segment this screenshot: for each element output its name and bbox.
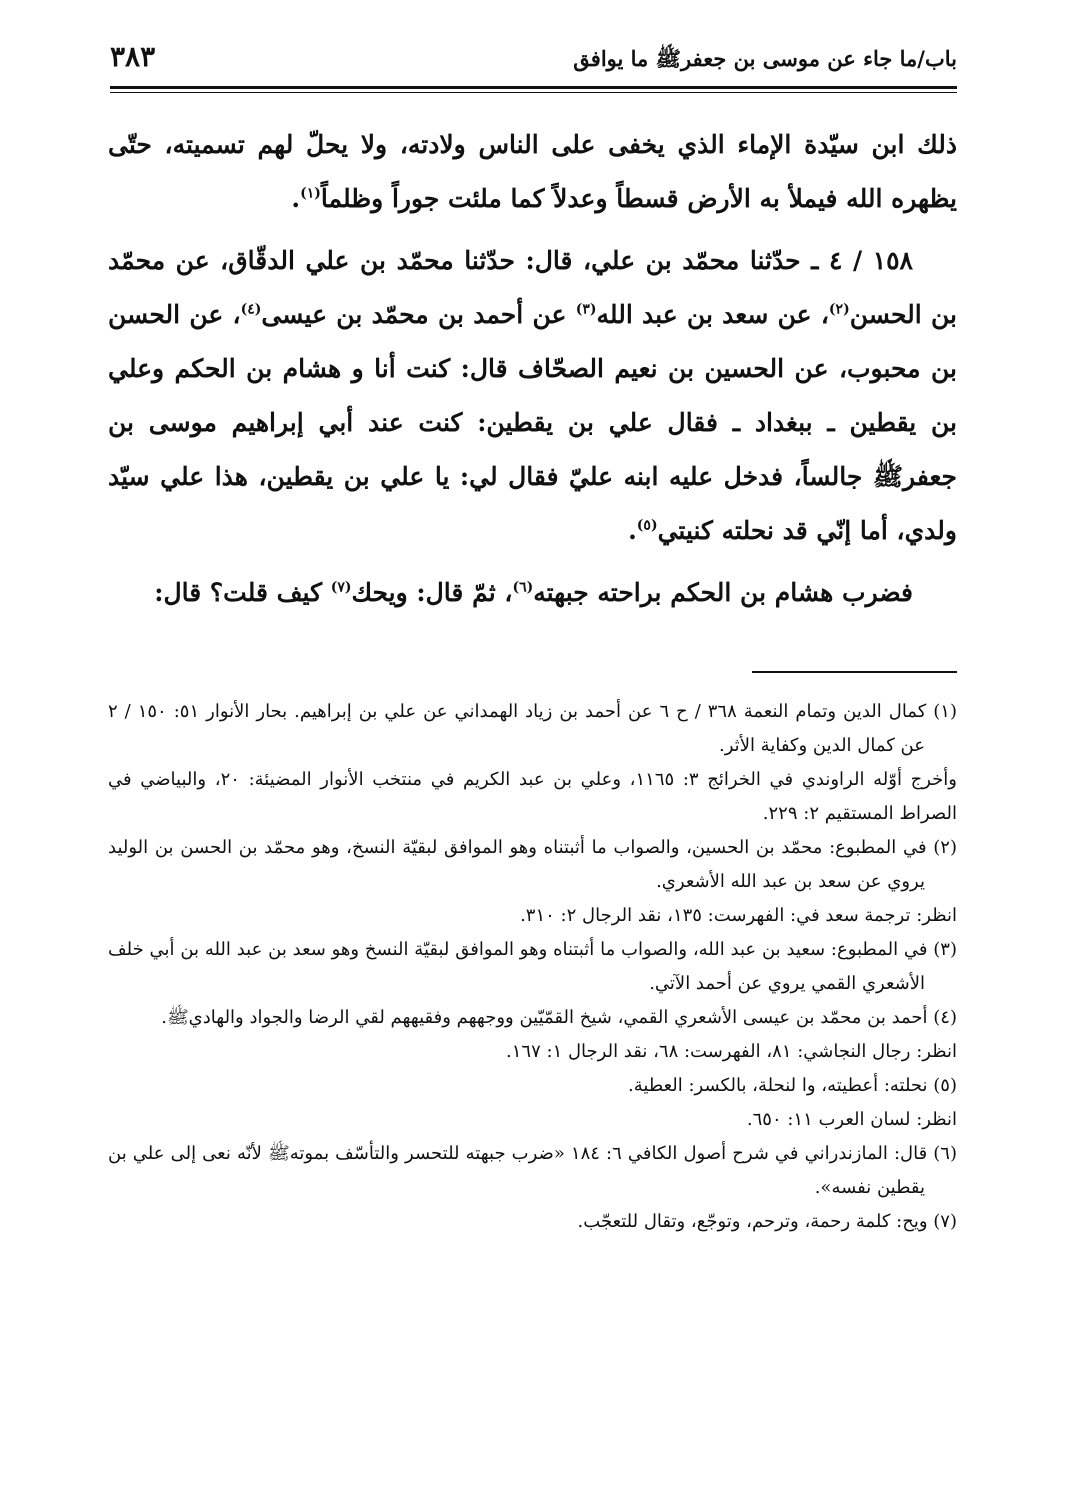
footnote-separator [752, 671, 957, 673]
footnote-6: (٦) قال: المازندراني في شرح أصول الكافي ٦: ١٨٤ «ضرب جبهته للتحسر والتأسّف بموتهﷺ لأنّه نعى إلى علي بن يقطين نفسه». [108, 1143, 957, 1198]
footnote-ref-3[interactable]: (٣) [575, 301, 597, 318]
paragraph-1-end: . [291, 184, 301, 213]
page-number: ٣٨٣ [110, 40, 156, 73]
footnotes [108, 695, 957, 1239]
footnote-4: (٤) أحمد بن محمّد بن عيسى الأشعري القمي، شيخ القمّيّين ووجههم وفقيههم لقي الرضا والجواد والهاديﷺ. [161, 1007, 957, 1028]
main-text [108, 118, 957, 628]
footnote-5-note: انظر: لسان العرب ١١: ٦٥٠. [746, 1109, 957, 1130]
paragraph-2-end: . [628, 516, 637, 545]
header-rule-thick [110, 86, 957, 89]
footnote-2-note: انظر: ترجمة سعد في: الفهرست: ١٣٥، نقد الرجال ٢: ٣١٠. [520, 905, 957, 926]
footnote-1-note: وأخرج أوّله الراوندي في الخرائج ٣: ١١٦٥، وعلي بن عبد الكريم في منتخب الأنوار المضيئة: ٢٠، والبياضي في الصراط المستقيم ٢: ٢٢٩. [108, 769, 957, 824]
footnote-5: (٥) نحلته: أعطيته، وا لنحلة، بالكسر: العطية. [628, 1075, 957, 1096]
paragraph-1-text: ذلك ابن سيّدة الإماء الذي يخفى على الناس ولادته، ولا يحلّ لهم تسميته، حتّى يظهره الله فيملأ به الأرض قسطاً وعدلاً كما ملئت جوراً وظلماً [108, 130, 957, 213]
footnote-1: (١) كمال الدين وتمام النعمة ٣٦٨ / ح ٦ عن أحمد بن زياد الهمداني عن علي بن إبراهيم. بحار الأنوار ٥١: ١٥٠ / ٢ عن كمال الدين وكفاية الأثر. [108, 701, 957, 756]
paragraph-2-text-c: عن أحمد بن محمّد بن عيسى [261, 300, 576, 329]
paragraph-3 [108, 566, 957, 620]
paragraph-3-text-b: ، ثمّ قال: ويحك [351, 578, 513, 607]
footnote-4-note: انظر: رجال النجاشي: ٨١، الفهرست: ٦٨، نقد الرجال ١: ١٦٧. [506, 1041, 957, 1062]
header-rule-thin [110, 92, 957, 93]
paragraph-2 [108, 234, 957, 558]
footnote-3: (٣) في المطبوع: سعيد بن عبد الله، والصواب ما أثبتناه وهو الموافق لبقيّة النسخ وهو سعد بن عبد الله بن أبي خلف الأشعري القمي يروي عن أحمد الآتي. [108, 939, 957, 994]
paragraph-3-text-a: فضرب هشام بن الحكم براحته جبهته [533, 578, 913, 607]
footnote-ref-7[interactable]: (٧) [330, 579, 352, 596]
paragraph-1 [108, 118, 957, 226]
footnote-2: (٢) في المطبوع: محمّد بن الحسين، والصواب ما أثبتناه وهو الموافق لبقيّة النسخ، وهو محمّد بن الحسن بن الوليد يروي عن سعد بن عبد الله الأشعري. [108, 837, 957, 892]
paragraph-3-text-c: كيف قلت؟ قال: [154, 578, 331, 607]
running-title: باب/ما جاء عن موسى بن جعفرﷺ ما يوافق [573, 46, 957, 71]
footnote-7: (٧) ويح: كلمة رحمة، وترحم، وتوجّع، وتقال للتعجّب. [577, 1211, 957, 1232]
paragraph-2-text-d: ، عن الحسن بن محبوب، عن الحسين بن نعيم الصحّاف قال: كنت أنا و هشام بن الحكم وعلي بن يقطين ـ ببغداد ـ فقال علي بن يقطين: كنت عند أبي إبراهيم موسى بن جعفرﷺ جالساً، فدخل عليه ابنه عليّ فقال لي: يا علي بن يقطين، هذا علي سيّد ولدي، أما إنّي قد نحلته كنيتي [108, 300, 957, 545]
paragraph-2-text-b: ، عن سعد بن عبد الله [596, 300, 829, 329]
footnote-ref-1[interactable]: (١) [300, 185, 321, 202]
footnote-ref-6[interactable]: (٦) [512, 579, 534, 596]
page-header [110, 40, 957, 90]
footnote-ref-5[interactable]: (٥) [636, 517, 658, 534]
footnote-ref-4[interactable]: (٤) [240, 301, 262, 318]
paragraph-2-text-a: ١٥٨ / ٤ ـ حدّثنا محمّد بن علي، قال: حدّثنا محمّد بن علي الدقّاق، عن محمّد بن الحسن [108, 246, 957, 329]
footnote-ref-2[interactable]: (٢) [828, 301, 850, 318]
